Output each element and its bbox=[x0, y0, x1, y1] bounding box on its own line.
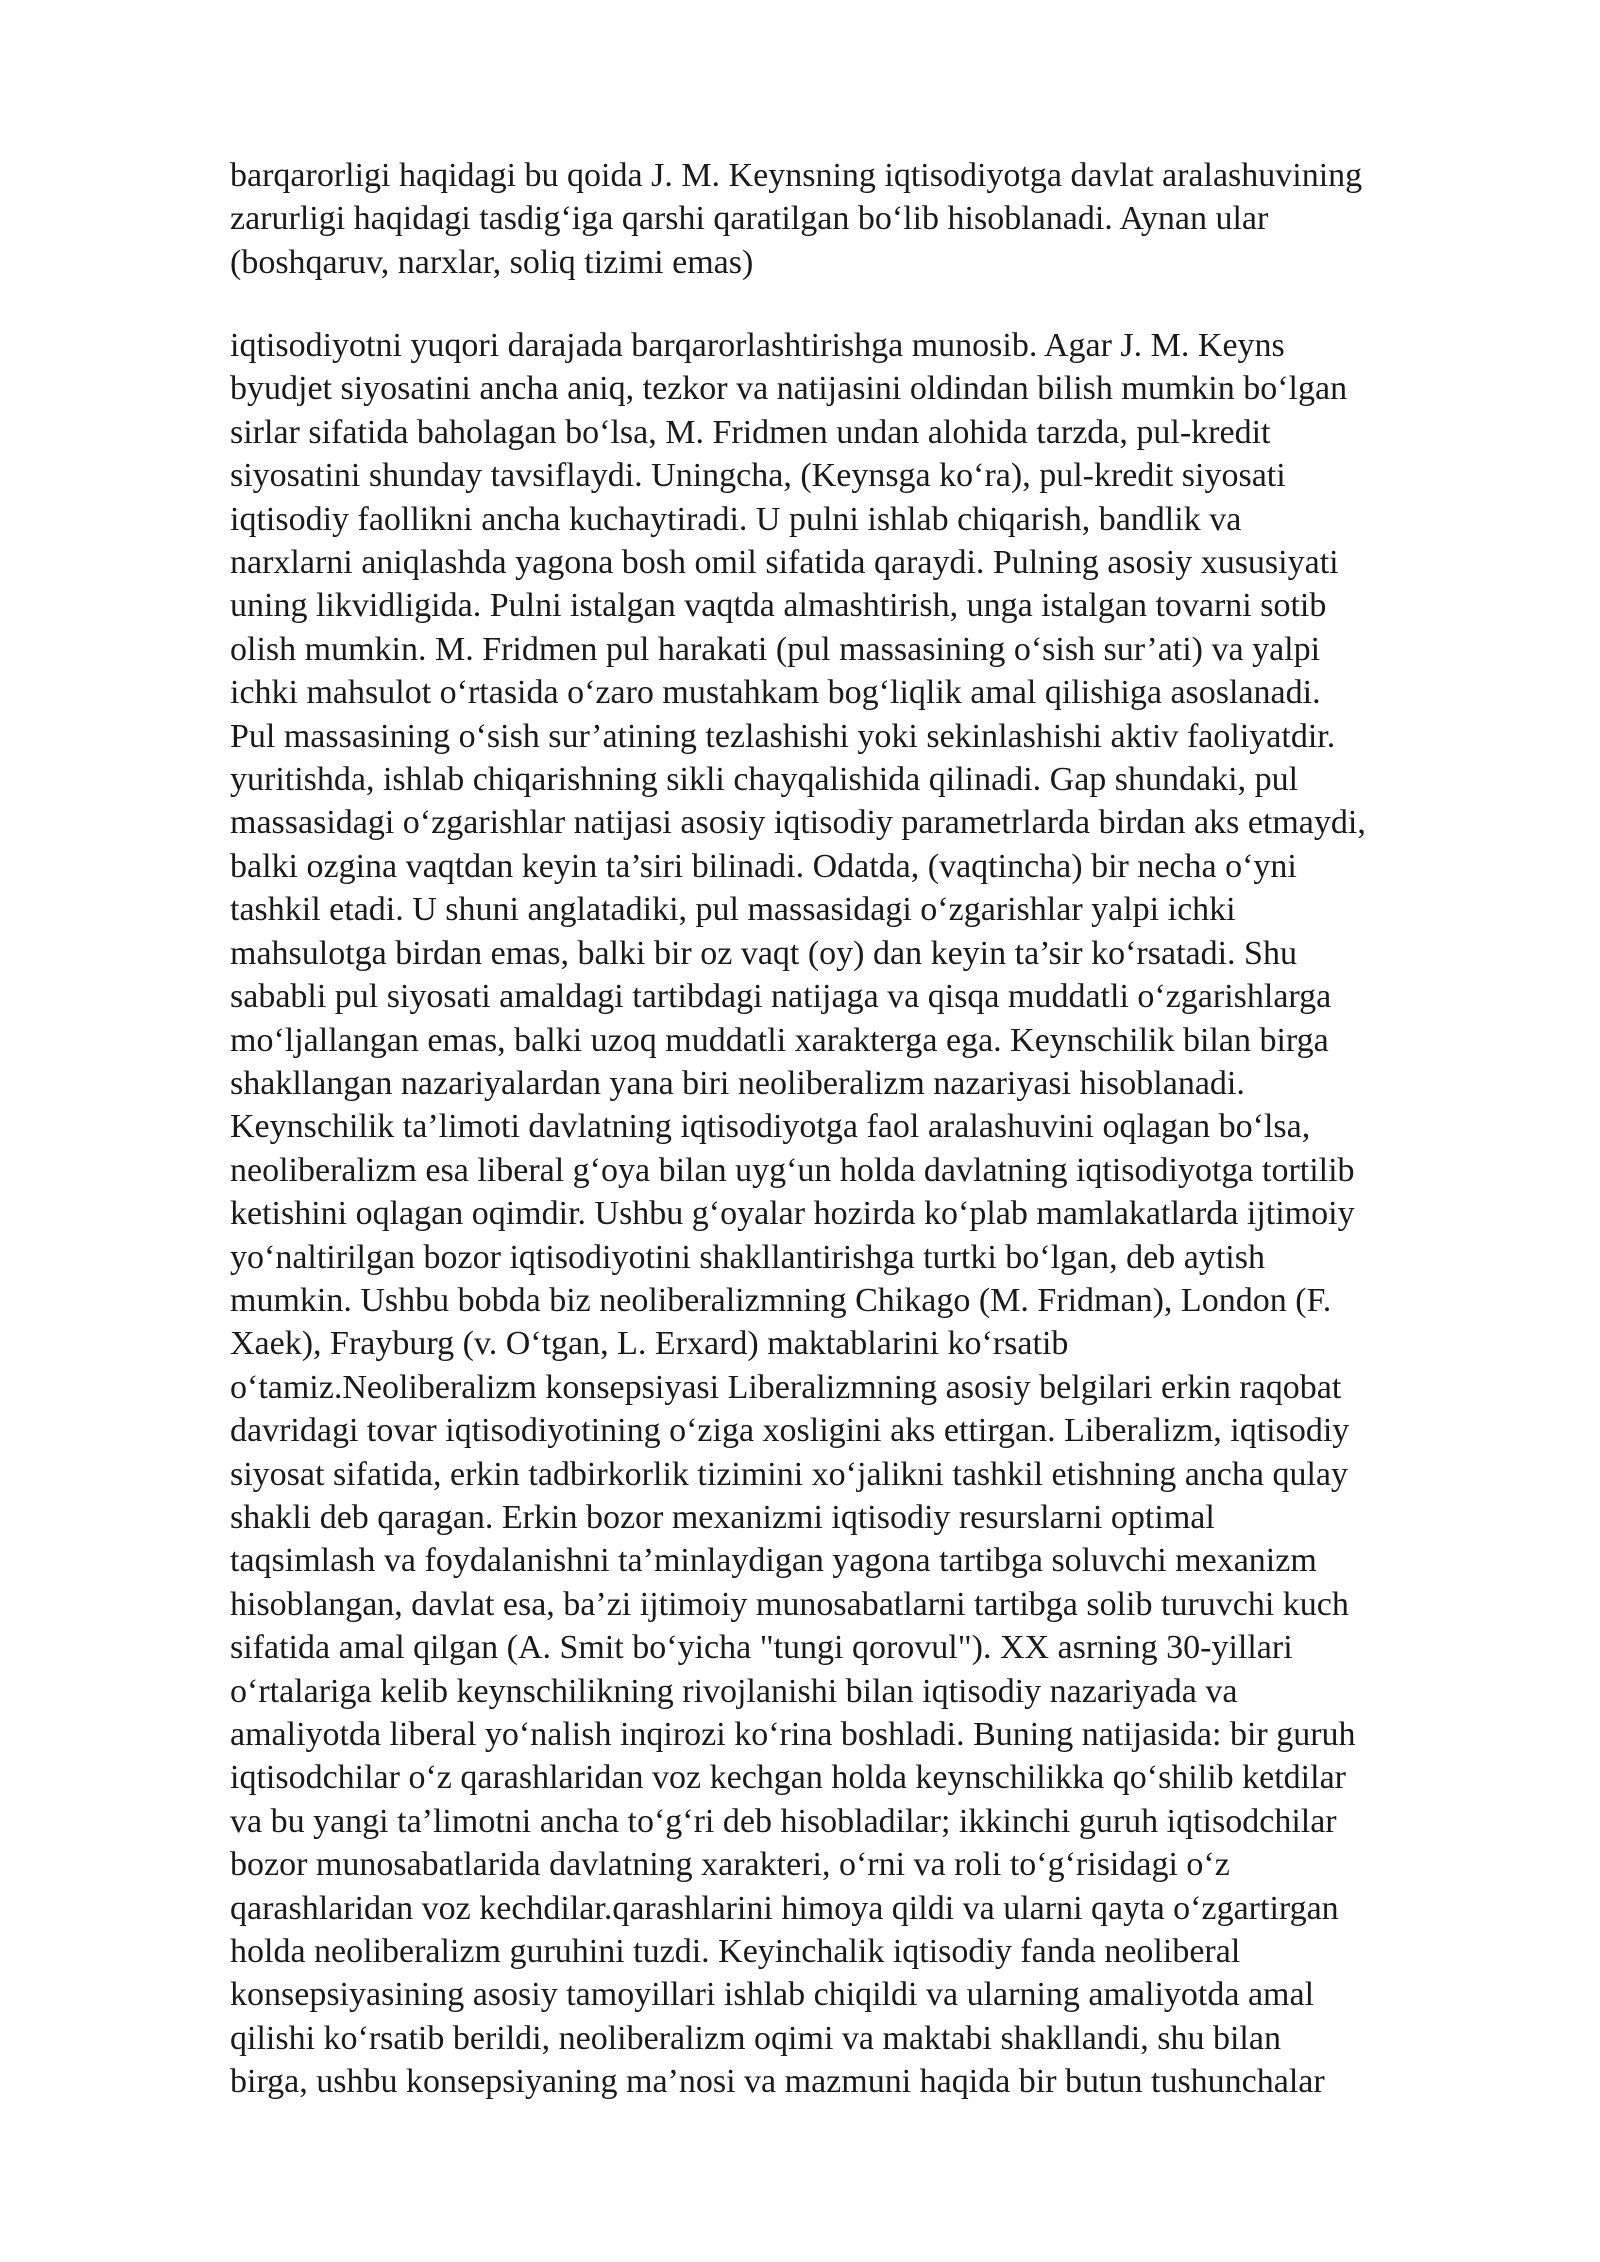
text-line: hisoblangan, davlat esa, ba’zi ijtimoiy munosabatlarni tartibga solib turuvchi kuch bbox=[230, 1585, 1349, 1623]
text-line: neoliberalizm esa liberal g‘oya bilan uyg‘un holda davlatning iqtisodiyotga tortilib bbox=[230, 1151, 1355, 1189]
text-line: mumkin. Ushbu bobda biz neoliberalizmning Chikago (M. Fridman), London (F. bbox=[230, 1281, 1332, 1319]
text-line: bozor munosabatlarida davlatning xarakteri, o‘rni va roli to‘g‘risidagi o‘z bbox=[230, 1846, 1230, 1884]
text-line: barqarorligi haqidagi bu qoida J. M. Keynsning iqtisodiyotga davlat aralashuvining bbox=[230, 157, 1363, 194]
text-line: birga, ushbu konsepsiyaning ma’nosi va mazmuni haqida bir butun tushunchalar bbox=[230, 2063, 1325, 2101]
text-line: mahsulotga birdan emas, balki bir oz vaqt (oy) dan keyin ta’sir ko‘rsatadi. Shu bbox=[230, 934, 1297, 972]
text-line: shakli deb qaragan. Erkin bozor mexanizmi iqtisodiy resurslarni optimal bbox=[230, 1498, 1215, 1536]
text-line: siyosat sifatida, erkin tadbirkorlik tizimini xo‘jalikni tashkil etishning ancha qulay bbox=[230, 1455, 1348, 1493]
text-line: olish mumkin. M. Fridmen pul harakati (pul massasining o‘sish sur’ati) va yalpi bbox=[230, 630, 1321, 668]
text-line: zarurligi haqidagi tasdig‘iga qarshi qaratilgan bo‘lib hisoblanadi. Aynan ular bbox=[230, 200, 1269, 238]
paragraph-intro bbox=[230, 154, 1500, 284]
text-line: holda neoliberalizm guruhini tuzdi. Keyinchalik iqtisodiy fanda neoliberal bbox=[230, 1933, 1241, 1971]
text-line: qarashlaridan voz kechdilar.qarashlarini himoya qildi va ularni qayta o‘zgartirgan bbox=[230, 1889, 1339, 1927]
text-line: Pul massasining o‘sish sur’atining tezlashishi yoki sekinlashishi aktiv faoliyatdir. bbox=[230, 717, 1336, 755]
text-line: ichki mahsulot o‘rtasida o‘zaro mustahkam bog‘liqlik amal qilishiga asoslanadi. bbox=[230, 674, 1321, 712]
text-line: yo‘naltirilgan bozor iqtisodiyotini shakllantirishga turtki bo‘lgan, deb aytish bbox=[230, 1238, 1265, 1276]
text-line: tashkil etadi. U shuni anglatadiki, pul massasidagi o‘zgarishlar yalpi ichki bbox=[230, 891, 1236, 929]
paragraph-main bbox=[230, 324, 1500, 2104]
text-line: iqtisodiy faollikni ancha kuchaytiradi. U pulni ishlab chiqarish, bandlik va bbox=[230, 500, 1242, 538]
text-line: sirlar sifatida baholagan bo‘lsa, M. Fridmen undan alohida tarzda, pul-kredit bbox=[230, 413, 1271, 451]
text-line: siyosatini shunday tavsiflaydi. Uningcha, (Keynsga ko‘ra), pul-kredit siyosati bbox=[230, 457, 1286, 495]
text-line: shakllangan nazariyalardan yana biri neoliberalizm nazariyasi hisoblanadi. bbox=[230, 1064, 1245, 1102]
text-line: yuritishda, ishlab chiqarishning sikli chayqalishida qilinadi. Gap shundaki, pul bbox=[230, 761, 1299, 799]
text-line: davridagi tovar iqtisodiyotining o‘ziga xosligini aks ettirgan. Liberalizm, iqtisodiy bbox=[230, 1412, 1350, 1450]
text-line: byudjet siyosatini ancha aniq, tezkor va natijasini oldindan bilish mumkin bo‘lgan bbox=[230, 370, 1348, 408]
text-line: qilishi ko‘rsatib berildi, neoliberalizm oqimi va maktabi shakllandi, shu bilan bbox=[230, 2019, 1281, 2057]
text-line: narxlarni aniqlashda yagona bosh omil sifatida qaraydi. Pulning asosiy xususiyati bbox=[230, 544, 1339, 582]
text-line: uning likvidligida. Pulni istalgan vaqtda almashtirish, unga istalgan tovarni sotib bbox=[230, 587, 1327, 625]
text-line: o‘tamiz.Neoliberalizm konsepsiyasi Liberalizmning asosiy belgilari erkin raqobat bbox=[230, 1368, 1342, 1406]
text-line: amaliyotda liberal yo‘nalish inqirozi ko‘rina boshladi. Buning natijasida: bir guruh bbox=[230, 1716, 1356, 1753]
text-line: sifatida amal qilgan (A. Smit bo‘yicha "tungi qorovul"). XX asrning 30-yillari bbox=[230, 1629, 1293, 1667]
text-line: (boshqaruv, narxlar, soliq tizimi emas) bbox=[230, 243, 754, 281]
text-line: balki ozgina vaqtdan keyin ta’siri bilinadi. Odatda, (vaqtincha) bir necha o‘yni bbox=[230, 847, 1297, 885]
text-line: sababli pul siyosati amaldagi tartibdagi natijaga va qisqa muddatli o‘zgarishlarga bbox=[230, 978, 1332, 1016]
text-line: iqtisodchilar o‘z qarashlaridan voz kechgan holda keynschilikka qo‘shilib ketdilar bbox=[230, 1759, 1346, 1797]
text-line: Keynschilik ta’limoti davlatning iqtisodiyotga faol aralashuvini oqlagan bo‘lsa, bbox=[230, 1108, 1311, 1146]
text-line: mo‘ljallangan emas, balki uzoq muddatli xarakterga ega. Keynschilik bilan birga bbox=[230, 1021, 1329, 1059]
text-line: va bu yangi ta’limotni ancha to‘g‘ri deb hisobladilar; ikkinchi guruh iqtisodchilar bbox=[230, 1802, 1337, 1840]
text-line: iqtisodiyotni yuqori darajada barqarorlashtirishga munosib. Agar J. M. Keyns bbox=[230, 327, 1285, 364]
text-line: konsepsiyasining asosiy tamoyillari ishlab chiqildi va ularning amaliyotda amal bbox=[230, 1976, 1315, 2014]
text-line: massasidagi o‘zgarishlar natijasi asosiy iqtisodiy parametrlarda birdan aks etmaydi, bbox=[230, 804, 1366, 842]
text-line: taqsimlash va foydalanishni ta’minlaydigan yagona tartibga soluvchi mexanizm bbox=[230, 1542, 1317, 1580]
text-line: ketishini oqlagan oqimdir. Ushbu g‘oyalar hozirda ko‘plab mamlakatlarda ijtimoiy bbox=[230, 1195, 1355, 1233]
text-line: o‘rtalariga kelib keynschilikning rivojlanishi bilan iqtisodiy nazariyada va bbox=[230, 1672, 1238, 1710]
text-line: Xaek), Frayburg (v. O‘tgan, L. Erxard) maktablarini ko‘rsatib bbox=[230, 1325, 1069, 1363]
